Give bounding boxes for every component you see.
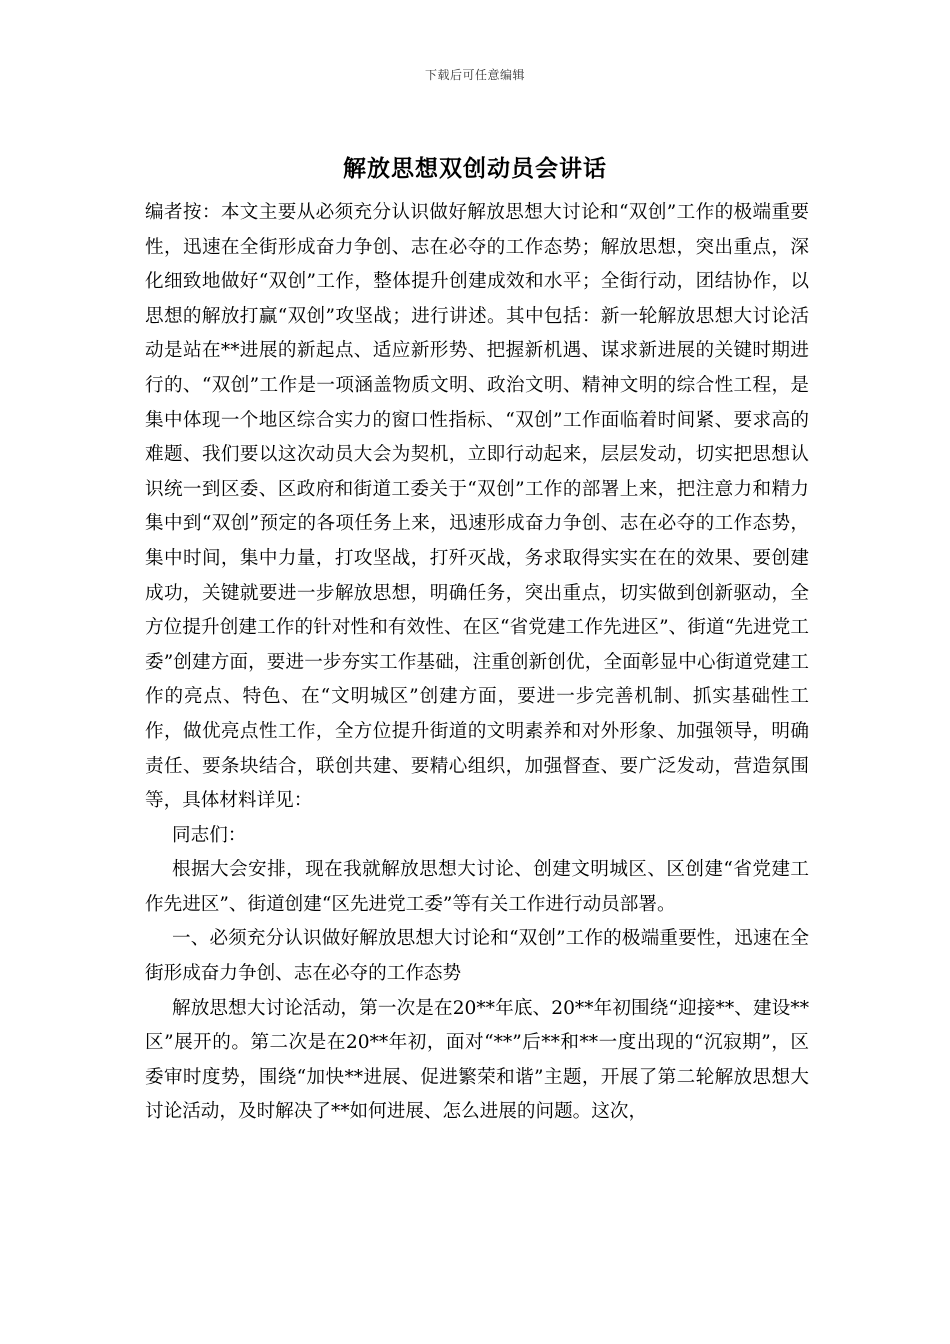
body-paragraph: 根据大会安排，现在我就解放思想大讨论、创建文明城区、区创建“省党建工作先进区”、街道创建“区先进党工委”等有关工作进行动员部署。: [145, 859, 809, 915]
body-paragraph: 解放思想大讨论活动，第一次是在20**年底、20**年初围绕“迎接**、建设**区”展开的。第二次是在20**年初，面对“**”后**和**一度出现的“沉寂期”，区委审时度势，围绕“加快**进展、促进繁荣和谐”主题，开展了第二轮解放思想大讨论活动，及时解决了**如何进展、怎么进展的问题。这次，: [145, 997, 809, 1123]
header-note: 下载后可任意编辑: [424, 68, 525, 82]
document-body: [145, 196, 809, 1130]
editor-note-paragraph: 编者按：本文主要从必须充分认识做好解放思想大讨论和“双创”工作的极端重要性，迅速在全街形成奋力争创、志在必夺的工作态势；解放思想，突出重点，深化细致地做好“双创”工作，整体提升创建成效和水平；全街行动，团结协作，以思想的解放打赢“双创”攻坚战；进行讲述。其中包括：新一轮解放思想大讨论活动是站在**进展的新起点、适应新形势、把握新机遇、谋求新进展的关键时期进行的、“双创”工作是一项涵盖物质文明、政治文明、精神文明的综合性工程，是集中体现一个地区综合实力的窗口性指标、“双创”工作面临着时间紧、要求高的难题、我们要以这次动员大会为契机，立即行动起来，层层发动，切实把思想认识统一到区委、区政府和街道工委关于“双创”工作的部署上来，把注意力和精力集中到“双创”预定的各项任务上来，迅速形成奋力争创、志在必夺的工作态势，集中时间，集中力量，打攻坚战，打歼灭战，务求取得实实在在的效果、要创建成功，关键就要进一步解放思想，明确任务，突出重点，切实做到创新驱动，全方位提升创建工作的针对性和有效性、在区“省党建工作先进区”、街道“先进党工委”创建方面，要进一步夯实工作基础，注重创新创优，全面彰显中心街道党建工作的亮点、特色、在“文明城区”创建方面，要进一步完善机制、抓实基础性工作，做优亮点性工作，全方位提升街道的文明素养和对外形象、加强领导，明确责任、要条块结合，联创共建、要精心组织，加强督查、要广泛发动，营造氛围等，具体材料详见：: [145, 202, 809, 812]
document-title: 解放思想双创动员会讲话: [343, 155, 607, 182]
section-heading-paragraph: 一、必须充分认识做好解放思想大讨论和“双创”工作的极端重要性，迅速在全街形成奋力争创、志在必夺的工作态势: [145, 928, 809, 985]
salutation-paragraph: 同志们：: [172, 824, 247, 846]
